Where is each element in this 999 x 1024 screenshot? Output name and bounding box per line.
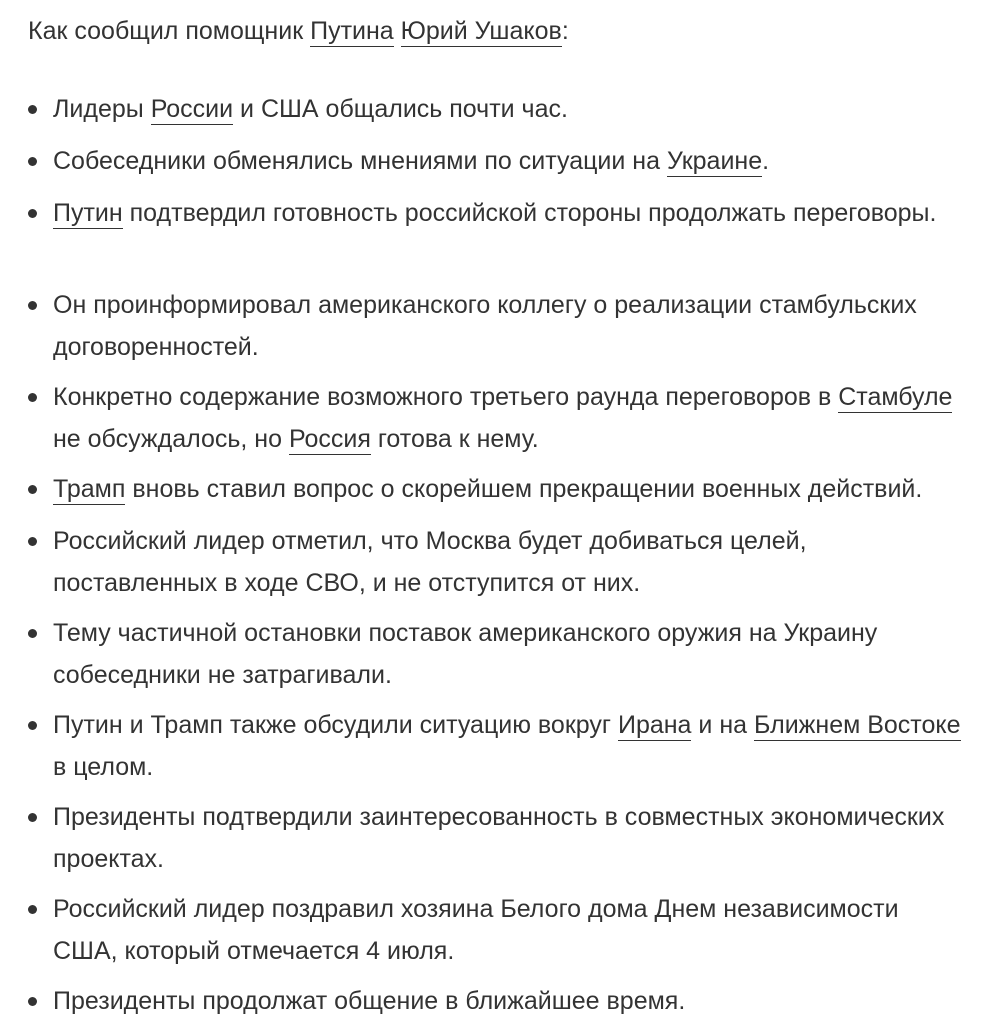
link-юрий-ушаков[interactable]: Юрий Ушаков (400, 17, 562, 45)
bullet-text (53, 704, 968, 788)
text-segment: Он проинформировал американского коллегу о реализации стамбульских договоренностей. (53, 291, 917, 361)
bullet-dot-icon (28, 209, 37, 218)
list-item (28, 192, 968, 234)
text-segment: вновь ставил вопрос о скорейшем прекращении военных действий. (125, 475, 923, 503)
text-segment: готова к нему. (370, 425, 539, 453)
text-segment: : (561, 17, 569, 45)
link-трамп[interactable]: Трамп (53, 475, 126, 503)
text-segment: в целом. (53, 753, 154, 781)
bullet-text (53, 888, 968, 972)
bullet-dot-icon (28, 813, 37, 822)
bullet-dot-icon (28, 537, 37, 546)
bullet-dot-icon (28, 721, 37, 730)
bullet-dot-icon (28, 485, 37, 494)
link-путин[interactable]: Путин (53, 199, 123, 227)
bullet-dot-icon (28, 105, 37, 114)
text-segment (394, 17, 401, 45)
text-segment: и США общались почти час. (233, 95, 568, 123)
text-segment: . (762, 147, 770, 175)
list-item (28, 88, 968, 130)
text-segment: Как сообщил помощник (28, 17, 311, 45)
text-segment: Президенты подтвердили заинтересованность в совместных экономических проектах. (53, 803, 945, 873)
list-item (28, 796, 968, 880)
list-item (28, 704, 968, 788)
text-segment: и на (691, 711, 754, 739)
text-segment: Лидеры (53, 95, 151, 123)
bullet-dot-icon (28, 629, 37, 638)
text-segment: Путин и Трамп также обсудили ситуацию вокруг (53, 711, 618, 739)
list-item (28, 980, 968, 1022)
link-путина[interactable]: Путина (310, 17, 394, 45)
bullet-text (53, 376, 968, 460)
link-ирана[interactable]: Ирана (617, 711, 692, 739)
list-item (28, 376, 968, 460)
bullet-dot-icon (28, 905, 37, 914)
list-item (28, 284, 968, 368)
bullet-dot-icon (28, 393, 37, 402)
bullet-text (53, 612, 968, 696)
bullet-dot-icon (28, 301, 37, 310)
link-россия[interactable]: Россия (288, 425, 371, 453)
text-segment: Тему частичной остановки поставок американского оружия на Украину собеседники не затрагивали. (53, 619, 878, 689)
text-segment: Российский лидер отметил, что Москва будет добиваться целей, поставленных в ходе СВО, и не отступится от них. (53, 527, 807, 597)
bullet-text (53, 88, 968, 130)
link-украине[interactable]: Украине (666, 147, 763, 175)
bullet-dot-icon (28, 997, 37, 1006)
text-segment: Собеседники обменялись мнениями по ситуации на (53, 147, 667, 175)
text-segment: Конкретно содержание возможного третьего раунда переговоров в (53, 383, 839, 411)
bullet-text (53, 796, 968, 880)
list-item (28, 612, 968, 696)
bullet-text (53, 468, 968, 510)
article-body (28, 10, 968, 1015)
list-item (28, 140, 968, 182)
list-item (28, 888, 968, 972)
text-segment: подтвердил готовность российской стороны продолжать переговоры. (122, 199, 937, 227)
bullet-text (53, 520, 968, 604)
text-segment: Российский лидер поздравил хозяина Белого дома Днем независимости США, который отмечается 4 июля. (53, 895, 899, 965)
bullet-text (53, 284, 968, 368)
bullet-dot-icon (28, 157, 37, 166)
text-segment: Президенты продолжат общение в ближайшее время. (53, 987, 686, 1015)
link-россии[interactable]: России (150, 95, 234, 123)
bullet-text (53, 140, 968, 182)
list-item (28, 520, 968, 604)
text-segment: не обсуждалось, но (53, 425, 289, 453)
bullet-text (53, 980, 968, 1022)
bullet-text (53, 192, 968, 234)
link-ближнем-востоке[interactable]: Ближнем Востоке (753, 711, 961, 739)
link-стамбуле[interactable]: Стамбуле (838, 383, 953, 411)
intro-paragraph (28, 10, 968, 52)
list-item (28, 468, 968, 510)
